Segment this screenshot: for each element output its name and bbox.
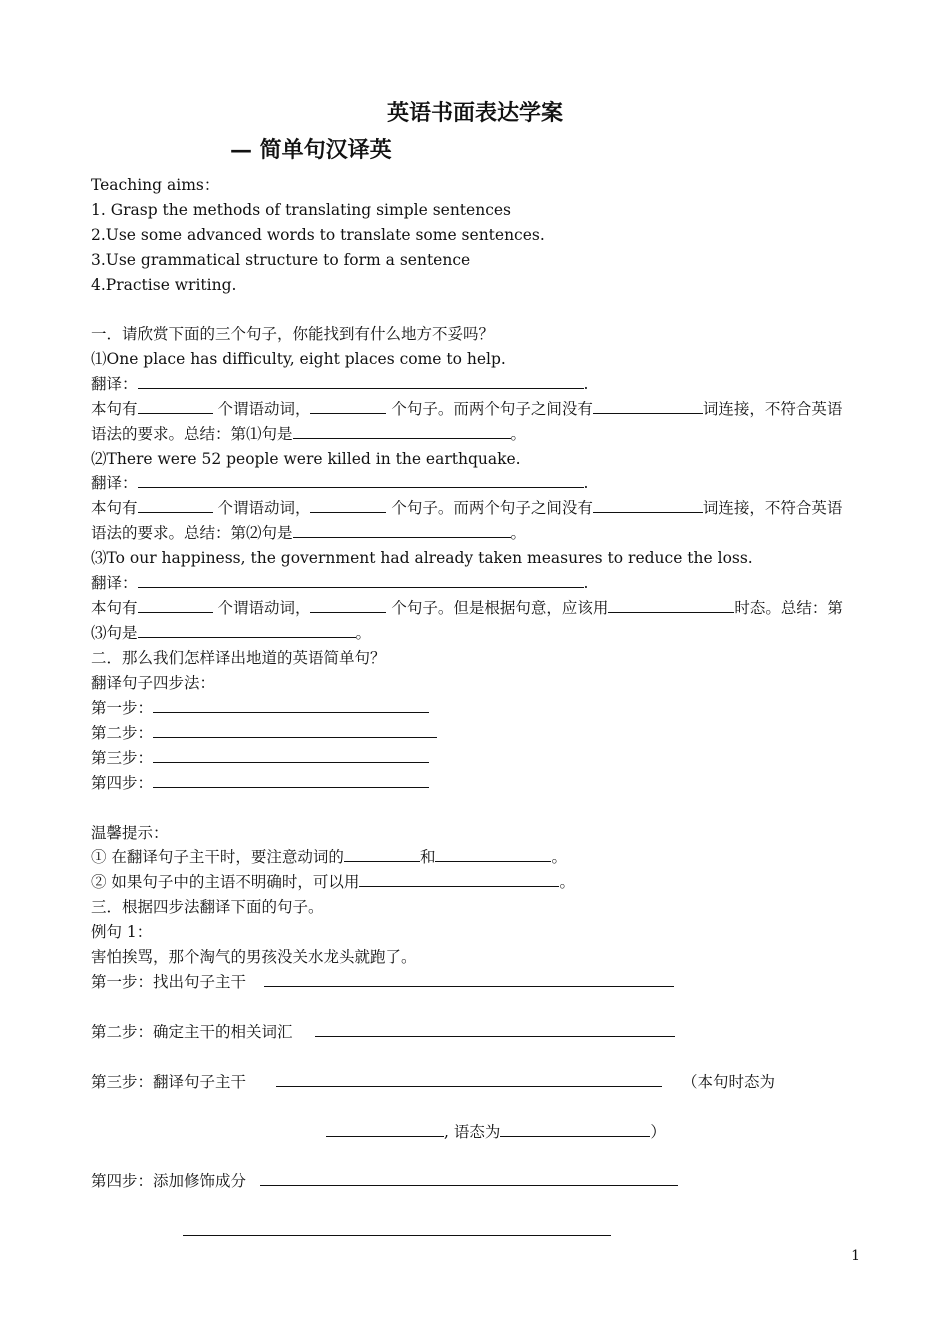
tips-heading: 温馨提示：	[91, 824, 169, 842]
analysis-text: 时态。总结：第	[734, 599, 843, 617]
translate-blank-2[interactable]	[138, 472, 584, 488]
exercise-step-label: 第四步：添加修饰成分	[91, 1172, 247, 1190]
exercise-blank-4[interactable]	[260, 1170, 678, 1186]
clause-count-blank-3[interactable]	[310, 597, 386, 613]
summary-text: 。	[510, 524, 527, 542]
analysis-row-3	[91, 597, 843, 619]
step-row-2	[91, 722, 437, 744]
verb-count-blank-2[interactable]	[138, 497, 213, 513]
tip-text: ② 如果句子中的主语不明确时，可以用	[91, 873, 360, 891]
exercise-blank-5[interactable]	[183, 1220, 611, 1236]
translate-blank-1[interactable]	[138, 373, 584, 389]
page-subtitle: — 简单句汉译英	[230, 137, 392, 163]
summary-row-1	[91, 423, 526, 445]
analysis-row-1	[91, 398, 842, 420]
tip-text: 和	[419, 848, 436, 866]
page-title: 英语书面表达学案	[386, 100, 563, 126]
verb-count-blank-3[interactable]	[138, 597, 213, 613]
summary-text: 语法的要求。总结：第⑴句是	[91, 425, 293, 443]
summary-row-3	[91, 622, 371, 644]
translate-label: 翻译：	[91, 574, 138, 592]
analysis-text: 词连接，不符合英语	[702, 400, 843, 418]
analysis-text: 个句子。而两个句子之间没有	[386, 400, 593, 418]
step-blank-3[interactable]	[153, 747, 429, 763]
exercise-step-4	[91, 1170, 678, 1192]
translate-label: 翻译：	[91, 375, 138, 393]
exercise-step-label: 第一步：找出句子主干	[91, 973, 247, 991]
period: .	[583, 375, 589, 393]
summary-text: ⑶句是	[91, 624, 138, 642]
aims-heading: Teaching aims：	[91, 176, 220, 194]
analysis-text: 个谓语动词，	[212, 400, 311, 418]
voice-blank[interactable]	[500, 1121, 650, 1137]
tense-voice-row	[326, 1121, 666, 1143]
page-number: 1	[851, 1248, 860, 1264]
step-row-3	[91, 747, 429, 769]
period: .	[583, 474, 589, 492]
section1-heading: 一．请欣赏下面的三个句子，你能找到有什么地方不妥吗？	[91, 325, 495, 343]
tip-row-2	[91, 871, 575, 893]
aim-item-1: 1. Grasp the methods of translating simple sentences	[91, 201, 511, 219]
summary-blank-3[interactable]	[138, 622, 356, 638]
step-label: 第一步：	[91, 699, 154, 717]
exercise-step-3	[91, 1071, 775, 1093]
tense-note: （本句时态为	[682, 1073, 776, 1091]
exercise-blank-1[interactable]	[264, 971, 674, 987]
step-label: 第四步：	[91, 774, 154, 792]
translate-row-3	[91, 572, 588, 594]
analysis-text: 个句子。而两个句子之间没有	[386, 499, 593, 517]
clause-count-blank-1[interactable]	[310, 398, 386, 414]
analysis-text: 本句有	[91, 499, 138, 517]
step-label: 第二步：	[91, 724, 154, 742]
voice-end: ）	[650, 1123, 666, 1141]
translate-row-1	[91, 373, 588, 395]
section2-heading: 二．那么我们怎样译出地道的英语简单句？	[91, 649, 386, 667]
translate-blank-3[interactable]	[138, 572, 584, 588]
tense-blank-3[interactable]	[608, 597, 734, 613]
tip-text: 。	[551, 848, 567, 866]
summary-blank-1[interactable]	[293, 423, 511, 439]
step-blank-4[interactable]	[153, 772, 429, 788]
tip-blank-2[interactable]	[359, 871, 559, 887]
sentence-3: ⑶To our happiness, the government had already taken measures to reduce the loss.	[91, 549, 753, 567]
analysis-text: 本句有	[91, 400, 138, 418]
sentence-1: ⑴One place has difficulty, eight places come to help.	[91, 350, 506, 368]
voice-label: , 语态为	[444, 1123, 501, 1141]
analysis-text: 个句子。但是根据句意，应该用	[386, 599, 609, 617]
sentence-2: ⑵There were 52 people were killed in the earthquake.	[91, 450, 521, 468]
exercise-blank-2[interactable]	[315, 1021, 675, 1037]
exercise-blank-3[interactable]	[276, 1071, 662, 1087]
exercise-step-label: 第三步：翻译句子主干	[91, 1073, 247, 1091]
analysis-text: 本句有	[91, 599, 138, 617]
analysis-row-2	[91, 497, 842, 519]
tip-row-1	[91, 846, 567, 868]
aim-item-4: 4.Practise writing.	[91, 276, 237, 294]
translate-row-2	[91, 472, 588, 494]
period: .	[583, 574, 589, 592]
tip-text: 。	[559, 873, 575, 891]
step-blank-1[interactable]	[153, 697, 429, 713]
exercise-step-2	[91, 1021, 675, 1043]
tense-blank[interactable]	[326, 1121, 444, 1137]
analysis-text: 个谓语动词，	[212, 499, 311, 517]
summary-row-2	[91, 522, 526, 544]
connector-blank-2[interactable]	[593, 497, 703, 513]
step-label: 第三步：	[91, 749, 154, 767]
exercise-step-label: 第二步：确定主干的相关词汇	[91, 1023, 293, 1041]
example-sentence: 害怕挨骂，那个淘气的男孩没关水龙头就跑了。	[91, 948, 417, 966]
summary-text: 。	[355, 624, 372, 642]
clause-count-blank-2[interactable]	[310, 497, 386, 513]
verb-count-blank-1[interactable]	[138, 398, 213, 414]
summary-text: 语法的要求。总结：第⑵句是	[91, 524, 293, 542]
summary-blank-2[interactable]	[293, 522, 511, 538]
translate-label: 翻译：	[91, 474, 138, 492]
step-blank-2[interactable]	[153, 722, 437, 738]
section3-heading: 三．根据四步法翻译下面的句子。	[91, 898, 324, 916]
analysis-text: 词连接，不符合英语	[702, 499, 843, 517]
tip-text: ① 在翻译句子主干时，要注意动词的	[91, 848, 344, 866]
aim-item-3: 3.Use grammatical structure to form a sentence	[91, 251, 471, 269]
connector-blank-1[interactable]	[593, 398, 703, 414]
tip-blank-1a[interactable]	[344, 846, 420, 862]
summary-text: 。	[510, 425, 527, 443]
step-row-1	[91, 697, 429, 719]
section2-subheading: 翻译句子四步法：	[91, 674, 216, 692]
exercise-extra-row	[183, 1220, 611, 1242]
exercise-step-1	[91, 971, 674, 993]
step-row-4	[91, 772, 429, 794]
aim-item-2: 2.Use some advanced words to translate some sentences.	[91, 226, 545, 244]
tip-blank-1b[interactable]	[435, 846, 551, 862]
analysis-text: 个谓语动词，	[212, 599, 311, 617]
example-label: 例句 1：	[91, 923, 153, 941]
